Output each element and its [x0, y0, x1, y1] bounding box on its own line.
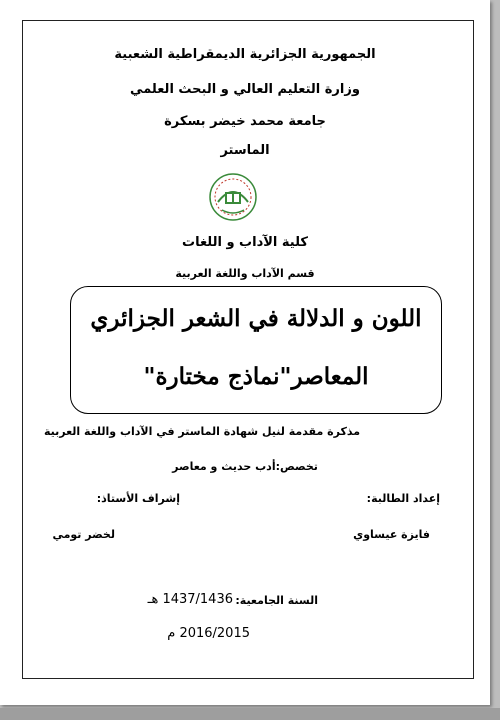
academic-year-label: السنة الجامعية: — [235, 594, 318, 607]
viewer-bottom-edge — [0, 708, 500, 720]
title-frame — [70, 286, 442, 414]
specialty: تخصص:أدب حديث و معاصر — [172, 460, 318, 473]
degree-level: الماستر — [220, 143, 270, 158]
supervisor-label: إشراف الأستاذ: — [96, 492, 180, 505]
department-name: قسم الآداب واللغة العربية — [175, 267, 315, 280]
ministry-name: وزارة التعليم العالي و البحث العلمي — [130, 82, 360, 97]
memo-description: مذكرة مقدمة لنيل شهادة الماستر في الآداب واللغة العربية — [43, 425, 360, 438]
academic-year-hijri: 1437/1436 هـ — [147, 592, 233, 607]
university-name: جامعة محمد خيضر بسكرة — [164, 114, 326, 129]
title-line-2: المعاصر"نماذج مختارة" — [143, 363, 369, 390]
faculty-name: كلية الآداب و اللغات — [182, 235, 308, 250]
republic-name: الجمهورية الجزائرية الديمقراطية الشعبية — [114, 47, 376, 62]
academic-year-gregorian: 2016/2015 م — [167, 626, 250, 641]
student-name: فايزة عيساوي — [353, 528, 430, 541]
university-seal-icon — [208, 172, 258, 222]
student-label: إعداد الطالبة: — [366, 492, 440, 505]
title-line-1: اللون و الدلالة في الشعر الجزائري — [90, 305, 422, 332]
supervisor-name: لخضر تومي — [52, 528, 115, 541]
